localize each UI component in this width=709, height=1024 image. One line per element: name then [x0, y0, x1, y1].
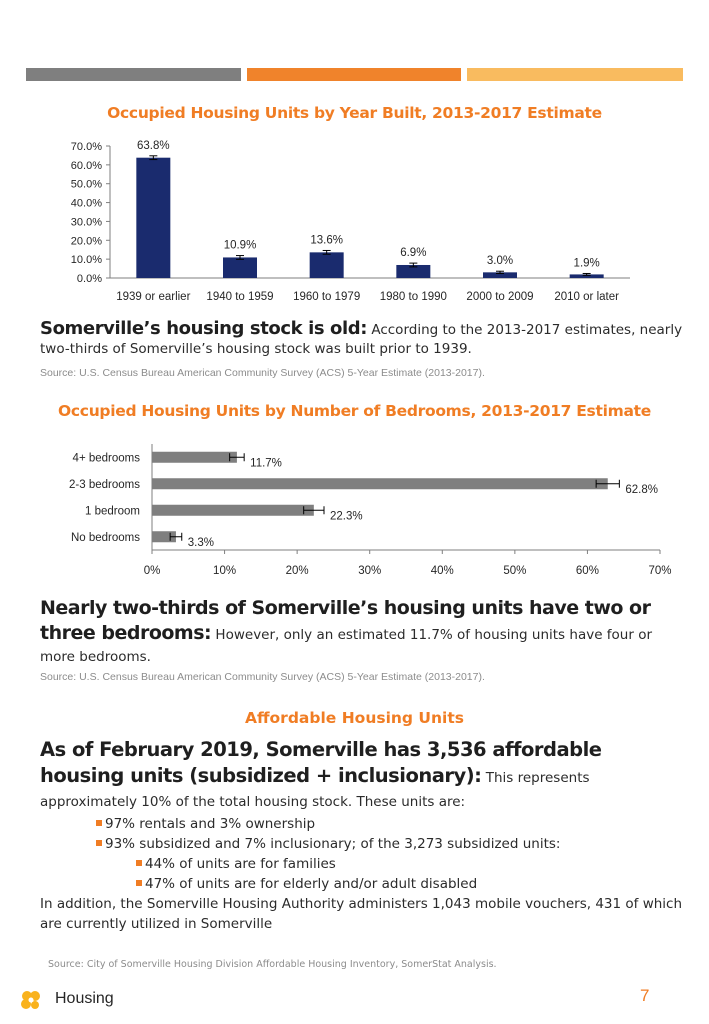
- x-tick-label: 70%: [648, 565, 672, 577]
- x-tick-label: 2000 to 2009: [466, 291, 534, 303]
- section1-source: Source: U.S. Census Bureau American Community Survey (ACS) 5-Year Estimate (2013-2017).: [40, 367, 485, 379]
- affordable-headline-text: This represents approximately 10% of the total housing stock. These units are:: [40, 770, 590, 810]
- bar: [152, 452, 237, 463]
- header-bar-gray: [26, 68, 241, 81]
- x-tick-label: 1980 to 1990: [379, 291, 447, 303]
- x-tick-label: 40%: [430, 565, 454, 577]
- y-tick-label: 50.0%: [70, 178, 102, 191]
- data-label: 6.9%: [400, 247, 427, 260]
- bar: [152, 505, 314, 516]
- x-tick-label: 10%: [213, 565, 237, 577]
- y-tick-label: No bedrooms: [70, 531, 140, 544]
- orange-square-bullet-icon: [96, 840, 102, 846]
- affordable-title: Affordable Housing Units: [244, 709, 464, 727]
- affordable-headline-bold: As of February 2019, Somerville has 3,536 affordable housing units (subsidized + inclusionary):: [40, 738, 602, 787]
- year-built-chart: [0, 138, 709, 308]
- x-tick-label: 2010 or later: [554, 291, 619, 303]
- affordable-headline: [40, 738, 690, 814]
- section2-headline-bold: Nearly two-thirds of Somerville’s housing units have two or three bedrooms:: [40, 597, 651, 644]
- header-bar-light-orange: [467, 68, 683, 81]
- header-bar-orange: [247, 68, 461, 81]
- x-tick-label: 1940 to 1959: [206, 291, 274, 303]
- data-label: 13.6%: [310, 234, 343, 247]
- y-tick-label: 10.0%: [70, 254, 102, 267]
- data-label: 22.3%: [329, 510, 363, 523]
- affordable-block: [40, 738, 690, 934]
- x-tick-label: 1939 or earlier: [116, 291, 191, 303]
- flower-icon: [20, 990, 42, 1012]
- y-tick-label: 4+ bedrooms: [72, 452, 140, 465]
- x-tick-label: 1960 to 1979: [293, 291, 361, 303]
- y-tick-label: 60.0%: [70, 159, 102, 172]
- orange-square-bullet-icon: [96, 820, 102, 826]
- page-number: 7: [640, 986, 650, 1005]
- x-tick-label: 0%: [143, 565, 161, 577]
- bullet-item: [40, 834, 690, 854]
- section2-source: Source: U.S. Census Bureau American Community Survey (ACS) 5-Year Estimate (2013-2017).: [40, 671, 485, 683]
- y-tick-label: 0.0%: [76, 273, 102, 285]
- bar: [223, 257, 257, 278]
- bullet-text: 47% of units are for elderly and/or adult disabled: [145, 876, 478, 892]
- orange-square-bullet-icon: [136, 880, 142, 886]
- bar: [152, 478, 608, 489]
- x-tick-label: 60%: [575, 565, 599, 577]
- section2-headline-text: However, only an estimated 11.7% of housing units have four or more bedrooms.: [40, 627, 653, 665]
- y-tick-label: 2-3 bedrooms: [69, 478, 140, 491]
- data-label: 3.0%: [486, 255, 514, 268]
- chart2-title: Occupied Housing Units by Number of Bedrooms, 2013-2017 Estimate: [58, 402, 651, 420]
- bullet-text: 97% rentals and 3% ownership: [105, 816, 316, 832]
- y-tick-label: 40.0%: [70, 197, 102, 210]
- section1-headline: [40, 319, 690, 359]
- footer-section-label: Housing: [55, 990, 114, 1007]
- affordable-tail: In addition, the Somerville Housing Authority administers 1,043 mobile vouchers, 431 of which are currently utilized in Somerville: [40, 896, 683, 932]
- data-label: 1.9%: [573, 257, 600, 270]
- x-tick-label: 50%: [503, 565, 527, 577]
- y-tick-label: 30.0%: [70, 216, 102, 229]
- bullet-text: 44% of units are for families: [145, 856, 336, 872]
- bedrooms-chart: [0, 440, 709, 590]
- affordable-source: Source: City of Somerville Housing Division Affordable Housing Inventory, SomerStat Analysis.: [48, 959, 497, 970]
- data-label: 10.9%: [223, 239, 257, 252]
- bar: [136, 158, 170, 278]
- data-label: 63.8%: [137, 139, 170, 152]
- data-label: 62.8%: [625, 483, 658, 496]
- y-tick-label: 1 bedroom: [85, 505, 140, 518]
- sub-bullet-item: [40, 854, 690, 874]
- data-label: 11.7%: [250, 457, 282, 470]
- x-tick-label: 20%: [285, 565, 309, 577]
- bar: [310, 252, 344, 278]
- orange-square-bullet-icon: [136, 860, 142, 866]
- y-tick-label: 70.0%: [70, 141, 102, 153]
- chart1-title: Occupied Housing Units by Year Built, 2013-2017 Estimate: [107, 104, 602, 122]
- section1-headline-bold: Somerville’s housing stock is old:: [40, 318, 368, 339]
- section2-headline: [40, 596, 690, 668]
- y-tick-label: 20.0%: [70, 235, 102, 248]
- data-label: 3.3%: [187, 536, 214, 549]
- sub-bullet-item: [40, 874, 690, 894]
- bullet-item: [40, 814, 690, 834]
- x-tick-label: 30%: [358, 565, 382, 577]
- section1-headline-text: According to the 2013-2017 estimates, nearly two-thirds of Somerville’s housing stock was built prior to 1939.: [40, 322, 683, 357]
- bullet-text: 93% subsidized and 7% inclusionary; of the 3,273 subsidized units:: [105, 836, 561, 852]
